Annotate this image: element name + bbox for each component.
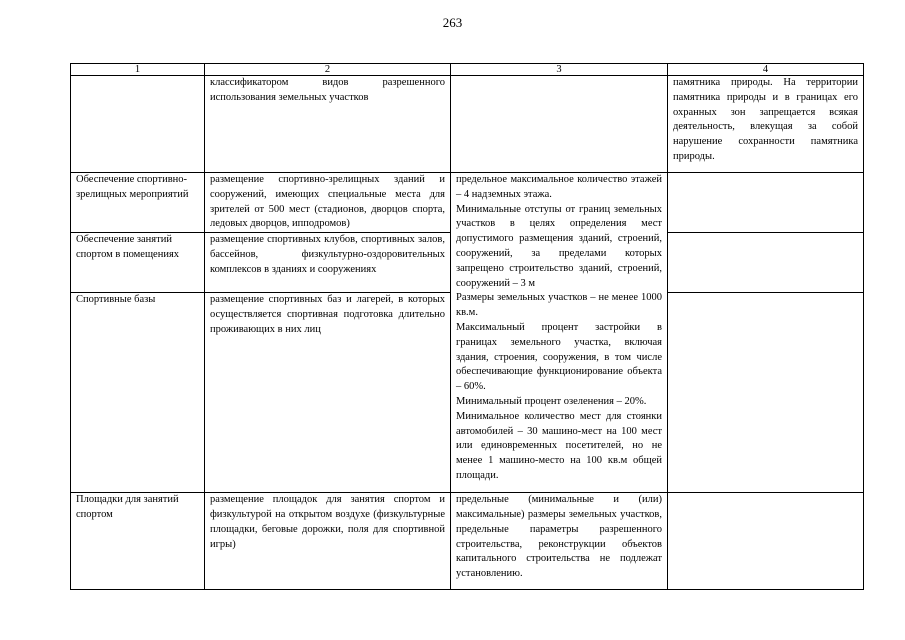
row0-col1 [71,76,205,173]
row-name-indoor-sports: Обеспечение занятий спортом в помещениях [71,233,205,293]
param-floors: предельное максимальное количество этажей – 4 надземных этажа. [456,174,662,200]
page-number: 263 [442,15,463,30]
param-building-percent: Максимальный процент застройки в границах земельного участка, включая здания, строения, сооружения, в том числе обеспечивающие функционирование объекта – 60%. [456,321,662,393]
row4-col4 [668,493,864,590]
table-row [71,173,864,233]
land-use-table [70,63,864,590]
row3-col4 [668,293,864,493]
row0-col3 [451,76,668,173]
row2-col4 [668,233,864,293]
row-description-indoor-sports: размещение спортивных клубов, спортивных залов, бассейнов, физкультурно-оздоровительных комплексов в зданиях и сооружениях [205,233,451,293]
row-params-sports-grounds: предельные (минимальные и (или) максимальные) размеры земельных участков, предельные параметры разрешенного строительства, реконструкции объектов капитального строительства не подлежат установлению. [451,493,668,590]
header-col-3: 3 [451,64,668,76]
header-row [71,64,864,76]
row-description-sports-events: размещение спортивно-зрелищных зданий и сооружений, имеющих специальные места для зрителей от 500 мест (стадионов, дворцов спорта, ледовых дворцов, ипподромов) [205,173,451,233]
table-row [71,76,864,173]
header-col-2: 2 [205,64,451,76]
row-name-sports-grounds: Площадки для занятий спортом [71,493,205,590]
row-name-sports-bases: Спортивные базы [71,293,205,493]
row-parameters [451,173,668,493]
param-plot-size: Размеры земельных участков – не менее 1000 кв.м. [456,292,662,319]
param-parking: Минимальное количество мест для стоянки автомобилей – 30 машино-мест на 100 мест или единовременных посетителей, но не менее 1 машино-место на 100 кв.м общей площади. [456,410,662,481]
row1-col4 [668,173,864,233]
row-description-sports-grounds: размещение площадок для занятия спортом и физкультурой на открытом воздухе (физкультурные площадки, беговые дорожки, поля для спортивной игры) [205,493,451,590]
param-setbacks: Минимальные отступы от границ земельных участков в целях определения мест допустимого размещения зданий, строений, сооружений, за пределами которых запрещено строительство зданий, строений, сооружений – 3 м [456,203,662,289]
header-col-4: 4 [668,64,864,76]
row-name-sports-events: Обеспечение спортивно-зрелищных мероприятий [71,173,205,233]
row-description-sports-bases: размещение спортивных баз и лагерей, в которых осуществляется спортивная подготовка длительно проживающих в них лиц [205,293,451,493]
param-greenery-percent: Минимальный процент озеленения – 20%. [456,395,647,407]
header-col-1: 1 [71,64,205,76]
table-row [71,493,864,590]
row0-restrictions: памятника природы. На территории памятника природы и в границах его охранных зон запрещается всякая деятельность, влекущая за собой нарушение сохранности памятника природы. [668,76,864,173]
row0-description: классификатором видов разрешенного использования земельных участков [205,76,451,173]
